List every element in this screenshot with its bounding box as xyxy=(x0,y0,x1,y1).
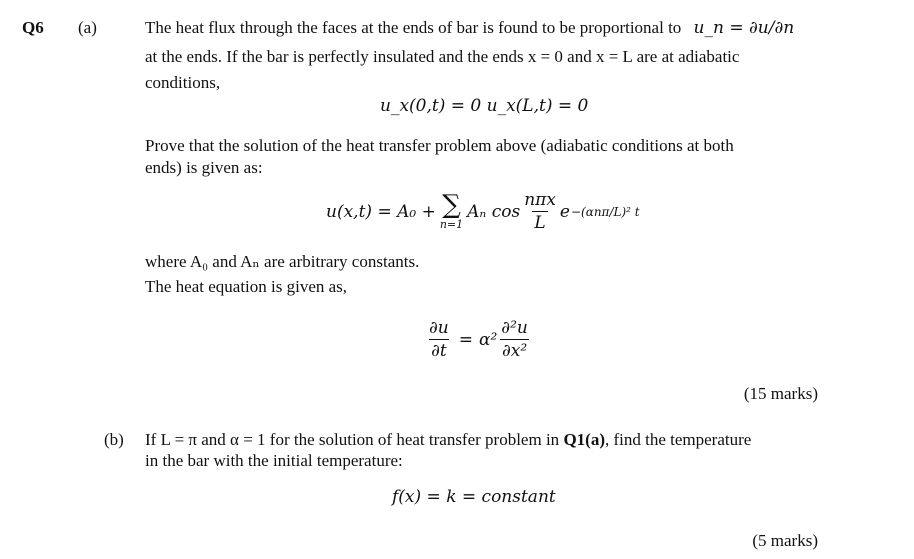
cos-numerator: nπx xyxy=(524,190,556,210)
heat-equation-intro: The heat equation is given as, xyxy=(145,277,348,296)
part-a-marks: (15 marks) xyxy=(743,384,818,403)
solution-lhs: u(x,t) = A₀ + xyxy=(326,201,436,222)
part-a-line3: conditions, xyxy=(145,73,221,92)
exp-power: −(αnπ/L)² t xyxy=(570,204,640,219)
heat-lhs-num: ∂u xyxy=(429,318,449,338)
heat-rhs-den: ∂x² xyxy=(501,341,528,361)
flux-expression: u_n = ∂u/∂n xyxy=(693,18,795,38)
part-b-line1-end: , find the temperature xyxy=(604,430,752,449)
heat-lhs xyxy=(427,318,451,361)
prove-line2: ends) is given as: xyxy=(145,158,263,177)
heat-equals: = xyxy=(458,329,473,350)
heat-coefficient: α² xyxy=(479,329,498,350)
cos-argument xyxy=(522,190,558,233)
part-a-line1-text: The heat flux through the faces at the ends of bar is found to be proportional to xyxy=(145,18,682,37)
solution-formula xyxy=(326,190,640,233)
part-b-line2: in the bar with the initial temperature: xyxy=(145,451,403,470)
part-b-line1 xyxy=(145,430,751,450)
heat-lhs-den: ∂t xyxy=(431,341,447,361)
part-b-label: (b) xyxy=(104,430,124,449)
heat-rhs-num: ∂²u xyxy=(501,318,528,338)
part-a-label: (a) xyxy=(78,18,97,37)
cos-denominator: L xyxy=(534,213,546,233)
exp-base: e xyxy=(559,201,570,222)
heat-equation xyxy=(425,318,532,361)
heat-rhs xyxy=(499,318,530,361)
part-b-line1-start: If L = π and α = 1 for the solution of heat transfer problem in xyxy=(145,430,564,449)
boundary-conditions: u_x(0,t) = 0 u_x(L,t) = 0 xyxy=(380,96,589,116)
summation xyxy=(440,192,463,231)
prove-line1: Prove that the solution of the heat transfer problem above (adiabatic conditions at both xyxy=(145,136,734,155)
part-b-marks: (5 marks) xyxy=(752,531,818,550)
solution-term: Aₙ cos xyxy=(467,201,521,222)
question-number: Q6 xyxy=(22,18,44,37)
summation-sign: ∑ xyxy=(442,190,461,220)
where-line: where A₀ and Aₙ are arbitrary constants. xyxy=(145,252,420,271)
part-a-line1 xyxy=(145,18,794,38)
initial-temperature: f(x) = k = constant xyxy=(392,487,556,507)
part-a-line2: at the ends. If the bar is perfectly insulated and the ends x = 0 and x = L are at adiabatic xyxy=(145,47,740,66)
summation-index: n=1 xyxy=(439,218,464,231)
part-b-reference: Q1(a) xyxy=(563,430,605,449)
